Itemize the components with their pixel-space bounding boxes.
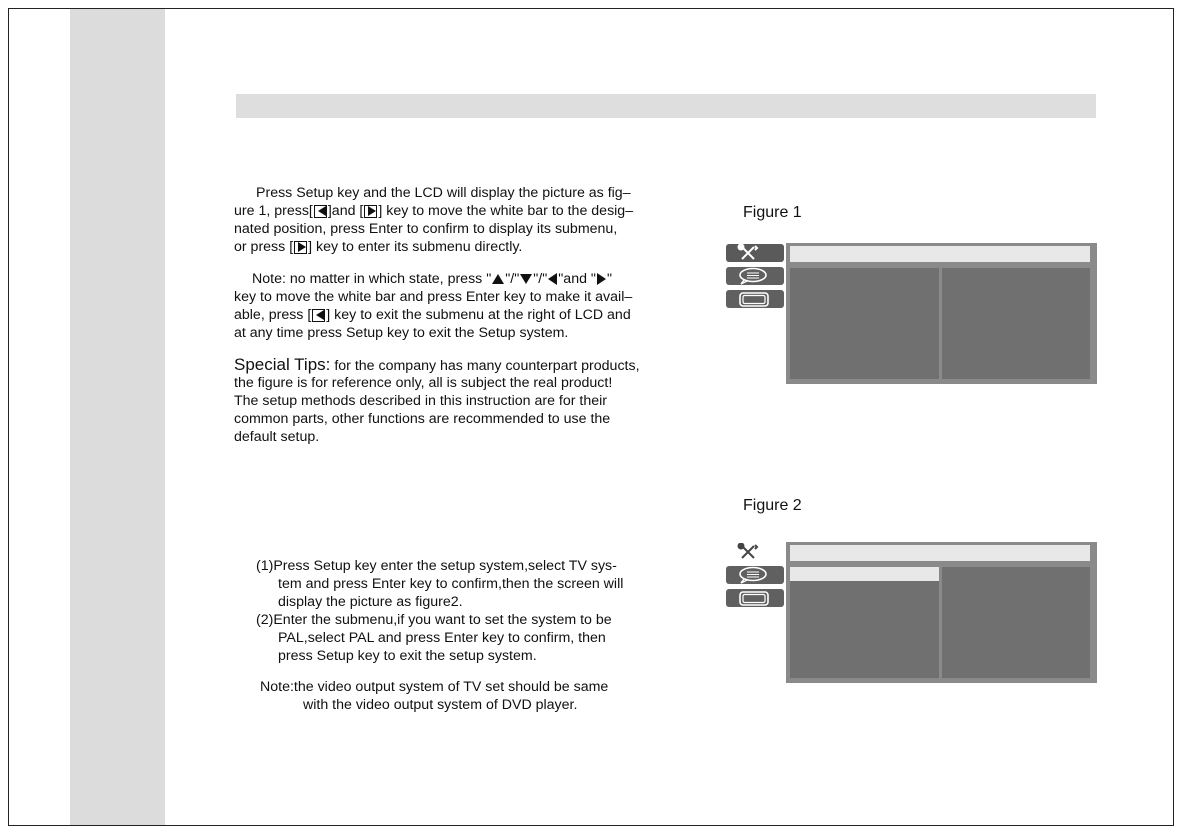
menu-left-panel [790,268,939,379]
right-arrow-icon [597,273,606,285]
menu-highlight-bar [790,567,939,581]
intro-line-1: Press Setup key and the LCD will display the picture as fig– [256,185,631,201]
note-2 [260,678,608,714]
intro-line-2a: ure 1, press[ [234,203,313,219]
note-sep-1: "/" [505,271,520,287]
left-arrow-icon [548,273,557,285]
tips-line-2: the figure is for reference only, all is subject the real product! [234,375,613,391]
note-sep-3: "and " [558,271,596,287]
intro-line-4b: ] key to enter its submenu directly. [308,239,523,255]
step-2-line-2: PAL,select PAL and press Enter key to confirm, then [278,630,606,646]
menu-right-panel [942,567,1090,678]
tips-line-4: common parts, other functions are recommended to use the [234,411,611,427]
tips-line-1: for the company has many counterpart products, [330,358,640,374]
note2-line-1: Note:the video output system of TV set should be same [260,679,609,695]
section-title-bar [236,94,1096,118]
note2-line-2: with the video output system of DVD player. [303,697,578,713]
menu-right-panel [942,268,1090,379]
figure-1-label: Figure 1 [743,204,802,221]
note-sep-2: "/" [533,271,548,287]
note-sep-4: " [606,271,612,287]
speech-bubble-icon [726,566,784,584]
tips-line-3: The setup methods described in this instruction are for their [234,393,608,409]
note-line-2: key to move the white bar and press Enter key to make it avail– [234,289,633,305]
note-line-4: at any time press Setup key to exit the Setup system. [234,325,569,341]
intro-line-2b: ]and [ [327,203,364,219]
screen-icon [726,290,784,308]
step-1-line-1: (1)Press Setup key enter the setup system,select TV sys- [256,558,617,574]
intro-line-3: nated position, press Enter to confirm to display its submenu, [234,221,618,237]
down-arrow-icon [520,274,532,284]
menu-title-bar [790,246,1090,262]
left-key-icon [314,205,327,218]
step-2-line-1: (2)Enter the submenu,if you want to set the system to be [256,612,612,628]
screen-icon [726,589,784,607]
step-1-line-3: display the picture as figure2. [278,594,463,610]
special-tips [234,356,640,446]
note-line-3a: able, press [ [234,307,312,323]
right-key-icon [364,205,377,218]
figure-2-label: Figure 2 [743,497,802,514]
intro-paragraph [234,184,633,256]
menu-left-panel [790,567,939,678]
note-paragraph [234,270,632,342]
menu-title-bar [790,545,1090,561]
settings-tools-icon [726,244,784,262]
tips-label: Special Tips: [234,355,331,374]
note-line-3b: ] key to exit the submenu at the right of LCD and [326,307,631,323]
left-key-icon [312,309,325,322]
intro-line-2c: ] key to move the white bar to the desig– [378,203,634,219]
intro-line-4a: or press [ [234,239,294,255]
right-key-icon [294,241,307,254]
settings-tools-icon [726,543,784,561]
up-arrow-icon [492,274,504,284]
speech-bubble-icon [726,267,784,285]
step-1-line-2: tem and press Enter key to confirm,then the screen will [278,576,624,592]
tips-line-5: default setup. [234,429,320,445]
step-2-line-3: press Setup key to exit the setup system. [278,648,537,664]
note-line-1a: Note: no matter in which state, press " [252,271,492,287]
steps-list [256,557,623,665]
left-margin-strip [70,9,165,825]
